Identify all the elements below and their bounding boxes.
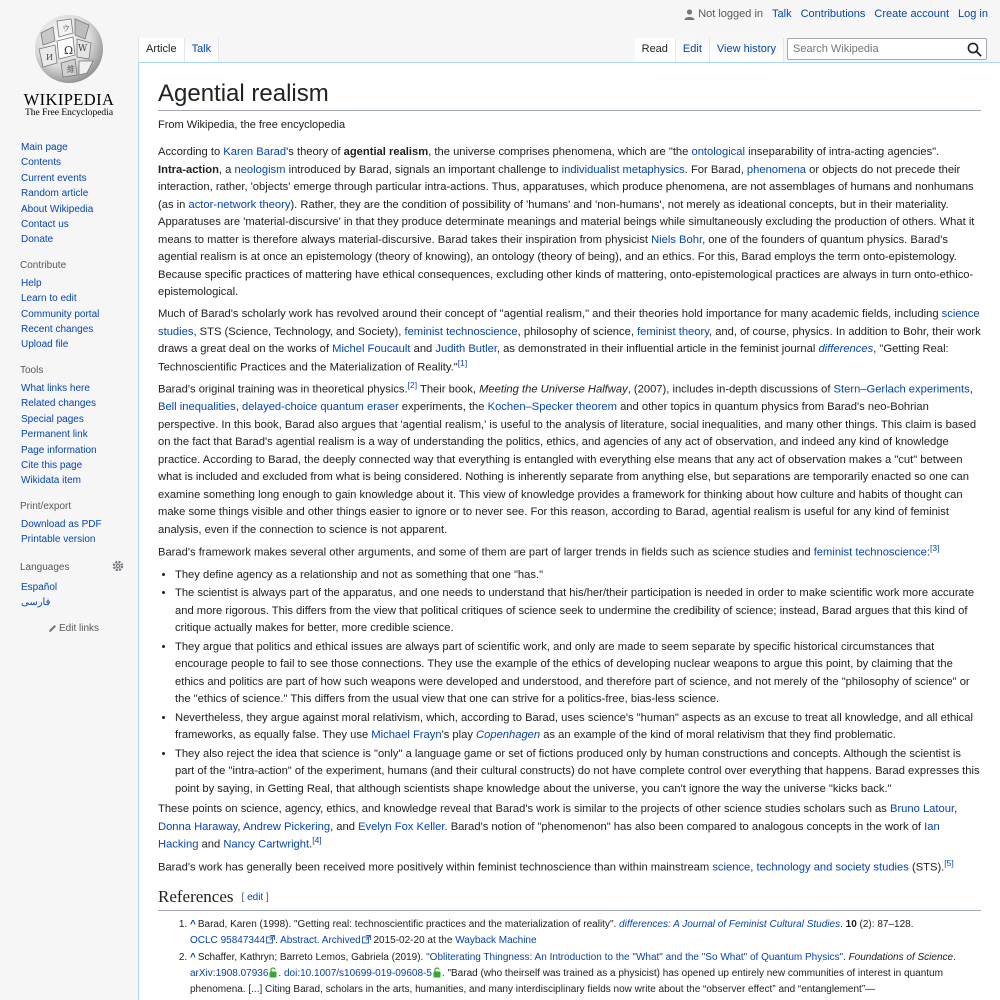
link-stern-gerlach[interactable]: Stern–Gerlach experiments bbox=[833, 383, 970, 396]
link-sts[interactable]: science, technology and society studies bbox=[712, 861, 909, 874]
link-andrew-pickering[interactable]: Andrew Pickering bbox=[243, 820, 331, 833]
sidebar-item-lang-es[interactable]: Español bbox=[21, 581, 58, 593]
wikipedia-globe-icon bbox=[33, 11, 105, 87]
link-evelyn-fox-keller[interactable]: Evelyn Fox Keller bbox=[358, 820, 445, 833]
link-archived[interactable]: Archived bbox=[321, 935, 361, 947]
link-quantum-eraser[interactable]: delayed-choice quantum eraser bbox=[241, 401, 399, 414]
list-item: • They also reject the idea that science is "only" a language game or set of fictions produced only by human constructions and concepts. Although the scientist is part of the "intra-action" of the experiment, humans (and their cultural constructs) do not have complete control over everything that happens. Barad expresses this point by saying, in Getting Real, that although scientists shape knowledge about the universe, you can't ignore the way the universe "kicks back." bbox=[175, 746, 981, 799]
sidebar-item-cite-this-page[interactable]: Cite this page bbox=[21, 459, 83, 471]
personal-tools bbox=[684, 8, 988, 20]
languages-portal bbox=[21, 560, 138, 611]
sidebar-item-wikidata-item[interactable]: Wikidata item bbox=[21, 475, 82, 487]
link-arxiv[interactable]: arXiv bbox=[190, 968, 213, 980]
sidebar-item-printable-version[interactable]: Printable version bbox=[21, 534, 96, 546]
user-icon bbox=[684, 9, 695, 20]
link-michael-frayn[interactable]: Michael Frayn bbox=[371, 729, 442, 742]
site-sub: From Wikipedia, the free encyclopedia bbox=[158, 119, 346, 131]
sidebar-item-community-portal[interactable]: Community portal bbox=[21, 308, 100, 320]
external-link-icon bbox=[266, 935, 275, 944]
navigation-portal bbox=[21, 140, 138, 248]
tab-edit[interactable]: Edit bbox=[676, 38, 710, 62]
list-item: • Nevertheless, they argue against moral relativism, which, according to Barad, uses science's "human" aspects as an excuse to treat all knowledge, and all ethical frameworks, as equally false. They use Michael Frayn's play Copenhagen as an example of the kind of moral relativism that they find problematic. bbox=[175, 710, 981, 745]
tagline: The Free Encyclopedia bbox=[24, 108, 114, 118]
tab-read[interactable]: Read bbox=[635, 38, 676, 62]
link-neologism[interactable]: neologism bbox=[234, 163, 286, 176]
not-logged-in-label: Not logged in bbox=[698, 8, 764, 20]
search-box bbox=[787, 38, 987, 60]
edit-section-link[interactable]: edit bbox=[247, 892, 264, 904]
list-item: • They argue that politics and ethical issues are always part of scientific work, and only are made to seem separate by specific historical circumstances that encourage people to fail to see those connections. They use the example of the ethics of developing nuclear weapons to argue this point, by claiming that the ethics and politics are part of how such weapons were developed and understood, and therefore part of science, and not merely of the "philosophy of science" or the "ethics of science." This differs from the usual view that one can strive for a politics-free, bias-less science. bbox=[175, 639, 981, 709]
link-feminist-theory[interactable]: feminist theory bbox=[637, 325, 709, 338]
paragraph-2: Much of Barad's scholarly work has revolved around their concept of "agential realism," and their theories hold importance for many academic fields, including science studies, STS (Science, Technology, and Society), feminist technoscience, philosophy of science, feminist theory, and, of course, physics. In addition to Bohr, their work draws a great deal on the works of Michel Foucault and Judith Butler, as demonstrated in their influential article in the feminist journal differences, "Getting Real: Technoscientific Practices and the Materialization of Reality."[1] bbox=[158, 308, 981, 374]
link-copenhagen[interactable]: Copenhagen bbox=[476, 729, 541, 742]
link-feminist-technoscience[interactable]: feminist technoscience bbox=[404, 325, 518, 338]
open-access-lock-icon bbox=[269, 967, 277, 978]
contribute-portal bbox=[21, 260, 138, 353]
svg-text:И: И bbox=[46, 53, 53, 62]
sidebar-item-what-links-here[interactable]: What links here bbox=[21, 382, 90, 394]
link-bell-inequalities[interactable]: Bell inequalities bbox=[158, 401, 236, 414]
link-donna-haraway[interactable]: Donna Haraway bbox=[158, 820, 238, 833]
tab-talk[interactable]: Talk bbox=[185, 38, 220, 62]
gear-icon[interactable] bbox=[112, 560, 124, 575]
article-body bbox=[158, 144, 981, 998]
contributions-link[interactable]: Contributions bbox=[800, 8, 866, 20]
sidebar-item-upload-file[interactable]: Upload file bbox=[21, 339, 69, 351]
tab-article[interactable]: Article bbox=[138, 38, 185, 62]
link-doi-id[interactable]: :10.1007/s10699-019-09608-5 bbox=[297, 968, 432, 980]
create-account-link[interactable]: Create account bbox=[874, 8, 950, 20]
link-karen-barad[interactable]: Karen Barad bbox=[223, 146, 287, 158]
ref-backlink[interactable]: ^ bbox=[190, 919, 196, 931]
log-in-link[interactable]: Log in bbox=[958, 8, 988, 20]
citation-5[interactable]: [5] bbox=[944, 857, 954, 868]
edit-links-label: Edit links bbox=[59, 623, 100, 635]
paragraph-6: Barad's work has generally been received more positively within feminist technoscience than within mainstream science, technology and society studies (STS).[5] bbox=[158, 857, 954, 874]
link-abstract[interactable]: Abstract. bbox=[280, 935, 320, 947]
link-ontological[interactable]: ontological bbox=[691, 146, 745, 158]
tab-view-history[interactable]: View history bbox=[710, 38, 784, 62]
citation-3[interactable]: [3] bbox=[929, 542, 940, 553]
sidebar-item-current-events[interactable]: Current events bbox=[21, 172, 87, 184]
ref-backlink[interactable]: ^ bbox=[190, 952, 196, 964]
sidebar-item-related-changes[interactable]: Related changes bbox=[21, 398, 97, 410]
link-oclc-number[interactable]: 95847344 bbox=[220, 935, 266, 947]
citation-1[interactable]: [1] bbox=[457, 357, 468, 368]
sidebar-item-recent-changes[interactable]: Recent changes bbox=[21, 324, 94, 336]
wordmark: WIKIPEDIA bbox=[23, 90, 115, 109]
citation-4[interactable]: [4] bbox=[312, 835, 322, 846]
print-portal bbox=[21, 501, 138, 548]
tools-portal bbox=[21, 365, 138, 489]
reference-item: 1. ^ Barad, Karen (1998). "Getting real: technoscientific practices and the materialization of reality". differences: A Journal of Feminist Cultural Studies. 10 (2): 87–128. OCLC 95847344 . Abstract. Archived 2015-02-20 at the Wayback Machine bbox=[190, 917, 981, 949]
link-wayback-machine[interactable]: Wayback Machine bbox=[455, 935, 537, 947]
tools-heading: Tools bbox=[20, 364, 44, 376]
search-input[interactable] bbox=[788, 39, 958, 59]
link-ian-hacking[interactable]: Ian Hacking bbox=[158, 820, 940, 851]
main-content bbox=[138, 62, 1000, 1000]
sidebar-item-learn-to-edit[interactable]: Learn to edit bbox=[21, 293, 77, 305]
list-item: • The scientist is always part of the apparatus, and one needs to understand that his/her/their participation is needed in order to make scientific work more accurate and more rigorous. This differs from the view that political critiques of science seek to undermine the credibility of science; instead, Barad argues that this kind of critique actually makes for better, more credible science. bbox=[175, 585, 981, 638]
external-link-icon bbox=[362, 935, 371, 944]
link-bruno-latour[interactable]: Bruno Latour bbox=[889, 803, 955, 816]
citation-2[interactable]: [2] bbox=[407, 380, 418, 391]
link-oclc[interactable]: OCLC bbox=[190, 935, 218, 947]
svg-text:Ω: Ω bbox=[64, 44, 74, 57]
sidebar-item-special-pages[interactable]: Special pages bbox=[21, 413, 84, 425]
link-nancy-cartwright[interactable]: Nancy Cartwright bbox=[223, 838, 310, 851]
sidebar-item-help[interactable]: Help bbox=[21, 277, 42, 289]
link-actor-network-theory[interactable]: actor-network theory bbox=[188, 198, 291, 211]
sidebar-item-random-article[interactable]: Random article bbox=[21, 188, 89, 200]
arguments-list bbox=[175, 567, 981, 799]
open-access-lock-icon bbox=[433, 967, 441, 978]
references-list bbox=[190, 917, 981, 998]
link-feminist-technoscience-2[interactable]: feminist technoscience bbox=[813, 546, 927, 559]
sidebar-item-main-page[interactable]: Main page bbox=[21, 142, 68, 153]
link-science-studies[interactable]: science studies bbox=[158, 308, 980, 338]
link-individualist-metaphysics[interactable]: individualist metaphysics bbox=[561, 163, 685, 176]
namespace-tabs bbox=[138, 38, 219, 62]
link-kochen-specker[interactable]: Kochen–Specker theorem bbox=[487, 401, 617, 414]
link-obliterating-thingness[interactable]: "Obliterating Thingness: An Introduction to the "What" and the "So What" of Quantum Physics" bbox=[426, 952, 844, 964]
edit-links[interactable] bbox=[48, 622, 138, 635]
link-arxiv-id[interactable]: :1908.07936 bbox=[212, 968, 269, 980]
search-icon[interactable] bbox=[967, 42, 982, 57]
link-niels-bohr[interactable]: Niels Bohr bbox=[651, 233, 703, 246]
svg-text:ウ: ウ bbox=[62, 24, 70, 33]
talk-link[interactable]: Talk bbox=[772, 8, 792, 20]
paragraph-3: Barad's original training was in theoretical physics.[2] Their book, Meeting the Universe Halfway, (2007), includes in-depth discussions of Stern–Gerlach experiments, Bell inequalities, delayed-choice quantum eraser experiments, the Kochen–Specker theorem and other topics in quantum physics from Barad's neo-Bohrian perspective. In this book, Barad also argues that 'agential realism,' is useful to the analysis of literature, social inequalities, and many other things. This claim is based on the fact that Barad's agential realism is a way of understanding the politics, ethics, and agencies of any act of observation, and indeed any kind of knowledge practice. According to Barad, the deeply connected way that everything is entangled with everything else means that any act of observation makes a "cut" between what is included and excluded from what is being considered. Nothing is inherently separate from anything else, but separations are temporarily enacted so one can examine something long enough to gain knowledge about it. This view of knowledge provides a framework for thinking about how culture and habits of thought can make some things visible and other things easier to ignore or to never see. For this reason, according to Barad, agential realism is useful for any kind of feminist analysis, even if the connection to science is not apparent. bbox=[158, 380, 977, 536]
sidebar-item-contact[interactable]: Contact us bbox=[21, 219, 69, 231]
pencil-icon bbox=[48, 624, 57, 633]
sidebar-item-about[interactable]: About Wikipedia bbox=[21, 203, 94, 215]
sidebar-item-donate[interactable]: Donate bbox=[21, 234, 54, 246]
link-phenomena[interactable]: phenomena bbox=[746, 163, 807, 176]
svg-text:W: W bbox=[78, 44, 88, 54]
link-michel-foucault[interactable]: Michel Foucault bbox=[332, 343, 411, 355]
link-doi[interactable]: doi bbox=[283, 968, 298, 980]
contribute-heading: Contribute bbox=[20, 259, 67, 271]
sidebar-item-page-information[interactable]: Page information bbox=[21, 444, 97, 456]
svg-text:維: 維 bbox=[67, 65, 75, 74]
view-tabs bbox=[635, 38, 784, 62]
paragraph-4: Barad's framework makes several other arguments, and some of them are part of larger trends in fields such as science studies and feminist technoscience:[3] bbox=[158, 542, 940, 559]
print-heading: Print/export bbox=[20, 500, 72, 512]
sidebar-item-contents[interactable]: Contents bbox=[21, 157, 62, 169]
sidebar bbox=[0, 140, 138, 635]
sidebar-item-download-pdf[interactable]: Download as PDF bbox=[21, 518, 102, 530]
link-differences[interactable]: differences bbox=[818, 343, 874, 355]
reference-item: 2. ^ Schaffer, Kathryn; Barreto Lemos, Gabriela (2019). "Obliterating Thingness: An Introduction to the "What" and the "So What" of Quantum Physics". Foundations of Science. arXiv:1908.07936 . doi:10.1007/s10699-019-09608-5 . "Barad (who theirself was trained as a physicist) has opened up entirely new communities of interest in quantum phenomena. [...] Citing Barad, scholars in the arts, humanities, and many interdisciplinary fields now write about the “observer effect” and “entanglement”— bbox=[190, 950, 981, 998]
paragraph-1: According to Karen Barad's theory of agential realism, the universe comprises phenomena, which are "the ontological inseparability of intra-acting agencies". Intra-action, a neologism introduced by Barad, signals an important challenge to individualist metaphysics. For Barad, phenomena or objects do not precede their interaction, rather, 'objects' emerge through particular intra-actions. Thus, apparatuses, which produce phenomena, are not assemblages of humans and nonhumans (as in actor-network theory). Rather, they are the condition of possibility of 'humans' and 'non-humans', not merely as ideational concepts, but in their materiality. Apparatuses are 'material-discursive' in that they produce determinate meanings and material beings while simultaneously excluding the production of others. What it means to matter is therefore always material-discursive. Barad takes their inspiration from physicist Niels Bohr, one of the founders of quantum physics. Barad's agential realism is at once an epistemology (theory of knowing), an ontology (theory of being), and an ethics. For this, Barad employs the term onto-epistemology. Because specific practices of mattering have ethical consequences, excluding other kinds of mattering, onto-epistemological practices are always in turn onto-ethico-epistemological. bbox=[158, 146, 975, 298]
paragraph-5: These points on science, agency, ethics, and knowledge reveal that Barad's work is similar to the projects of other science studies scholars such as Bruno Latour, Donna Haraway, Andrew Pickering, and Evelyn Fox Keller. Barad's notion of "phenomenon" has also been compared to analogous concepts in the work of Ian Hacking and Nancy Cartwright.[4] bbox=[158, 803, 958, 851]
link-journal-differences[interactable]: differences: A Journal of Feminist Cultural Studies bbox=[619, 919, 841, 931]
link-judith-butler[interactable]: Judith Butler bbox=[435, 343, 497, 355]
languages-heading: Languages bbox=[20, 561, 70, 573]
page-title: Agential realism bbox=[158, 79, 981, 111]
references-heading: References [ edit ] bbox=[158, 886, 981, 911]
sidebar-item-permanent-link[interactable]: Permanent link bbox=[21, 429, 88, 441]
sidebar-item-lang-fa[interactable]: فارسی bbox=[21, 596, 51, 608]
wikipedia-logo[interactable] bbox=[0, 0, 138, 130]
list-item: • They define agency as a relationship and not as something that one "has." bbox=[175, 567, 981, 585]
